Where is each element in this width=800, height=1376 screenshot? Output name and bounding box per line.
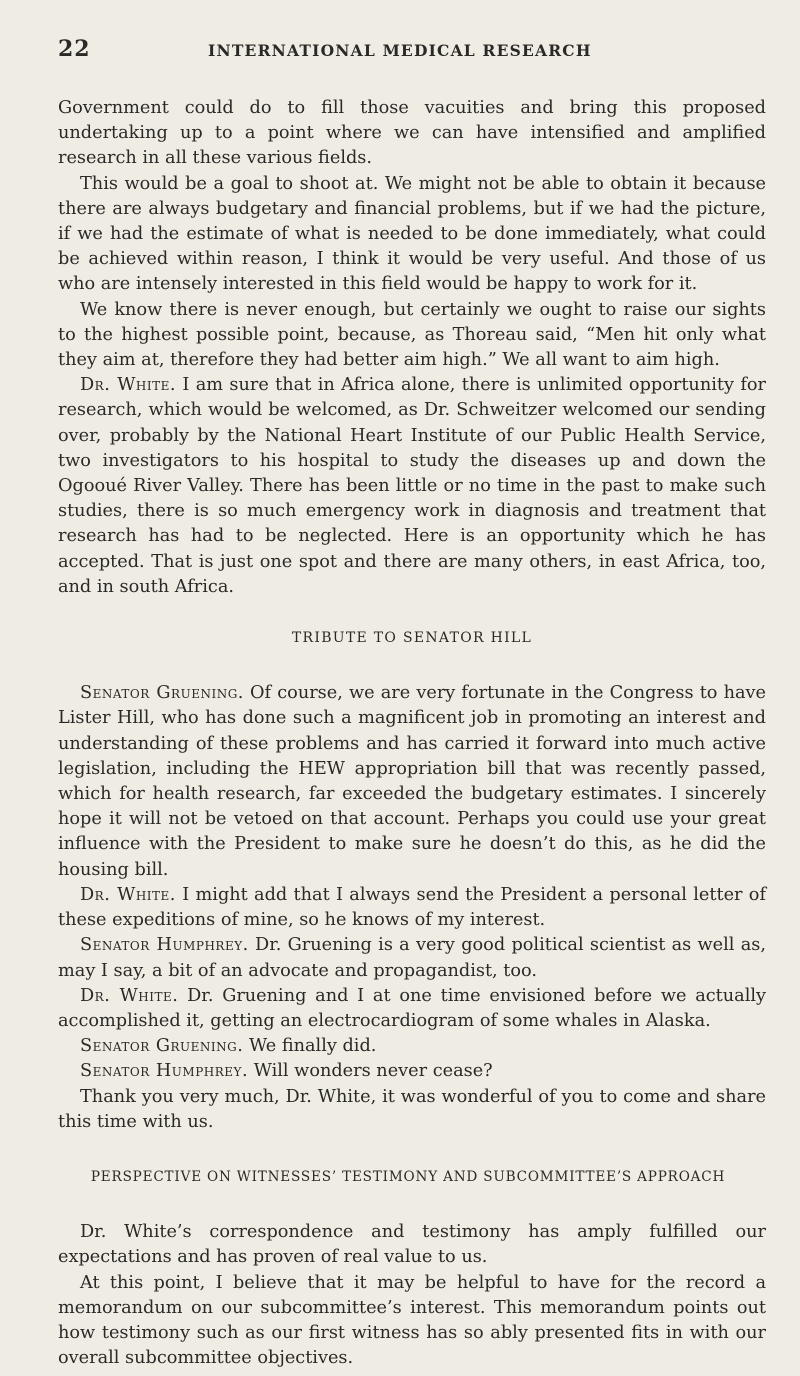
speaker-name: Senator Gruening. (80, 1036, 244, 1057)
running-title: INTERNATIONAL MEDICAL RESEARCH (208, 41, 592, 60)
body-text (58, 96, 766, 1371)
page-number: 22 (58, 36, 91, 62)
speaker-name: Senator Gruening. (80, 683, 244, 704)
paragraph: Thank you very much, Dr. White, it was wonderful of you to come and share this time with us. (58, 1086, 766, 1132)
paragraph: We know there is never enough, but certainly we ought to raise our sights to the highest possible point, because, as Thoreau said, “Men hit only what they aim at, therefore they had better aim high.” We all want to aim high. (58, 299, 766, 371)
paragraph: Senator Gruening. We finally did. (80, 1036, 377, 1057)
paragraph: Senator Gruening. Of course, we are very fortunate in the Congress to have Lister Hill, who has done such a magnificent job in promoting an interest and understanding of these problems and has carried it forward into much active legislation, including the HEW appropriation bill that was recently passed, which for health research, far exceeded the budgetary estimates. I sincerely hope it will not be vetoed on that account. Perhaps you could use your great influence with the President to make sure he doesn’t do this, as he did the housing bill. (58, 683, 766, 880)
section-heading: TRIBUTE TO SENATOR HILL (291, 630, 533, 647)
paragraph: Dr. White’s correspondence and testimony has amply fulfilled our expectations and has proven of real value to us. (58, 1222, 766, 1268)
paragraph: Senator Humphrey. Dr. Gruening is a very good political scientist as well as, may I say, a bit of an advocate and propagandist, too. (58, 935, 767, 981)
running-header (58, 36, 766, 72)
speaker-name: Senator Humphrey. (80, 1061, 249, 1082)
speaker-name: Senator Humphrey. (80, 935, 249, 956)
paragraph: Dr. White. I am sure that in Africa alone, there is unlimited opportunity for research, which would be welcomed, as Dr. Schweitzer welcomed our sending over, probably by the National Heart Institute of our Public Health Service, two investigators to his hospital to study the diseases up and down the Ogooué River Valley. There has been little or no time in the past to make such studies, there is so much emergency work in diagnosis and treatment that research has had to be neglected. Here is an opportunity which he has accepted. That is just one spot and there are many others, in east Africa, too, and in south Africa. (58, 375, 766, 597)
paragraph: Senator Humphrey. Will wonders never cease? (80, 1061, 493, 1082)
speaker-name: Dr. White. (80, 884, 176, 905)
paragraph: At this point, I believe that it may be helpful to have for the record a memorandum on our subcommittee’s interest. This memorandum points out how testimony such as our first witness has so ably presented fits in with our overall subcommittee objectives. (58, 1272, 766, 1369)
speaker-name: Dr. White. (80, 985, 179, 1006)
section-heading: PERSPECTIVE ON WITNESSES’ TESTIMONY AND SUBCOMMITTEE’S APPROACH (90, 1168, 726, 1185)
speaker-name: Dr. White. (80, 375, 176, 396)
paragraph: Dr. White. I might add that I always send the President a personal letter of these expeditions of mine, so he knows of my interest. (58, 884, 766, 931)
paragraph: This would be a goal to shoot at. We might not be able to obtain it because there are always budgetary and financial problems, but if we had the picture, if we had the estimate of what is needed to be done immediately, what could be achieved within reason, I think it would be very useful. And those of us who are intensely interested in this field would be happy to work for it. (58, 173, 766, 295)
paragraph: Dr. White. Dr. Gruening and I at one time envisioned before we actually accomplished it, getting an electrocardiogram of some whales in Alaska. (58, 985, 767, 1031)
paragraph: Government could do to fill those vacuities and bring this proposed undertaking up to a point where we can have intensified and amplified research in all these various fields. (58, 98, 766, 169)
